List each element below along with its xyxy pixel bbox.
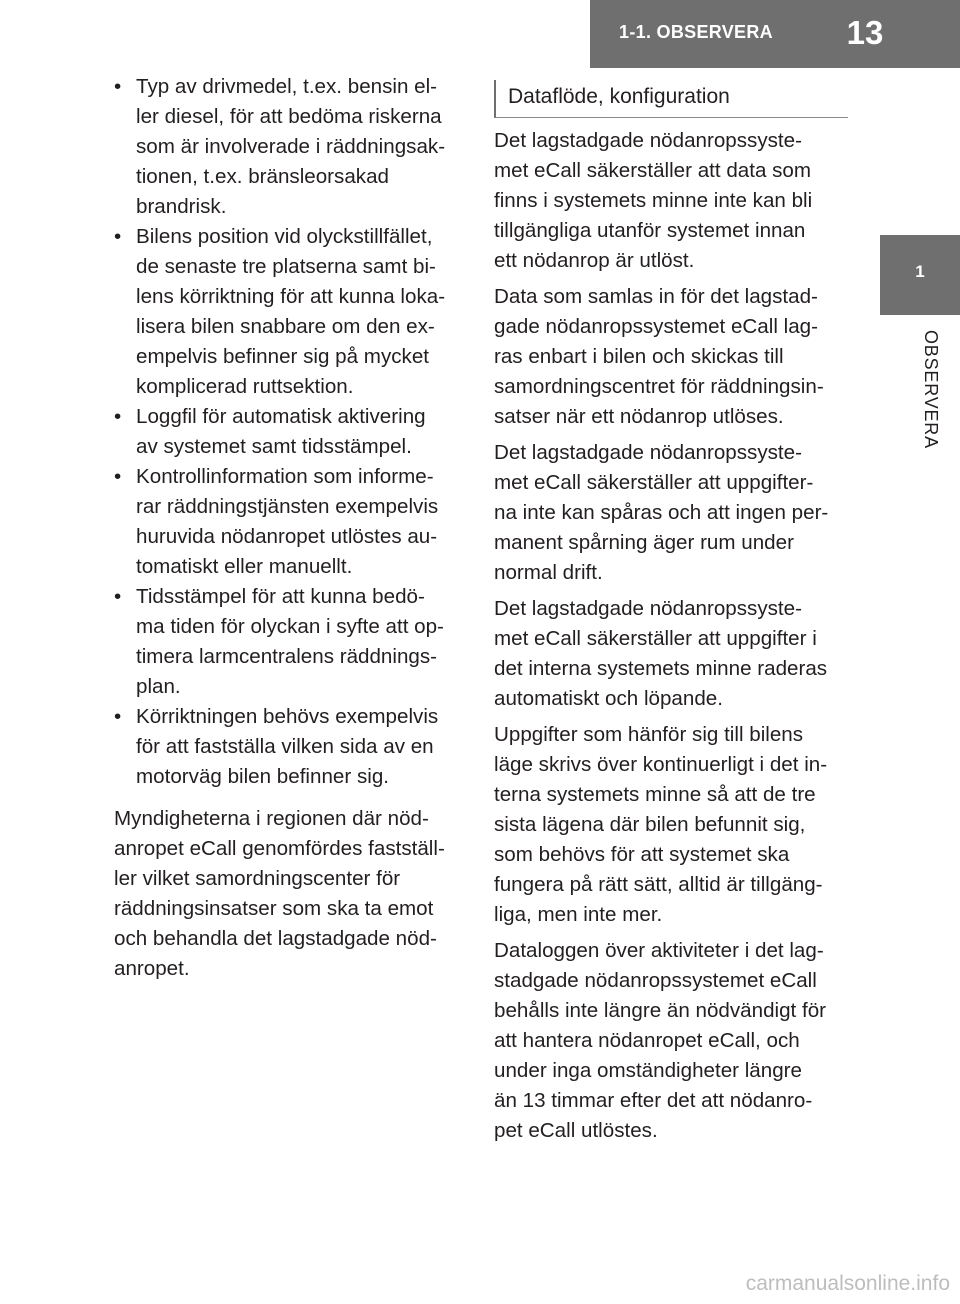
text-line: met eCall säkerställer att data som (494, 159, 812, 182)
text-line: samordningscentret för räddningsin- (494, 375, 824, 398)
left-paragraph (114, 804, 466, 984)
text-line: • Loggfil för automatisk aktivering (136, 405, 426, 428)
text-line: behålls inte längre än nödvändigt för (494, 999, 827, 1022)
text-line: Det lagstadgade nödanropssyste- (494, 441, 802, 464)
text-line: och behandla det lagstadgade nöd- (114, 927, 437, 950)
text-line: ras enbart i bilen och skickas till (494, 345, 784, 368)
body-paragraph (494, 936, 849, 1146)
text-line: av systemet samt tidsstämpel. (136, 435, 412, 458)
bullet-list (114, 72, 466, 792)
text-line: tionen, t.ex. bränsleorsakad (136, 165, 389, 188)
section-heading: Dataflöde, konfiguration (494, 80, 848, 118)
text-line: Data som samlas in för det lagstad- (494, 285, 818, 308)
text-line: Det lagstadgade nödanropssyste- (494, 597, 802, 620)
body-paragraph (494, 282, 849, 432)
bullet-item (114, 222, 466, 402)
text-line: plan. (136, 675, 181, 698)
body-paragraph (494, 594, 849, 714)
text-line: empelvis befinner sig på mycket (136, 345, 430, 368)
footer-watermark: carmanualsonline.info (745, 1272, 950, 1295)
text-line: gade nödanropssystemet eCall lag- (494, 315, 818, 338)
text-line: anropet eCall genomfördes fastställ- (114, 837, 445, 860)
text-line: automatiskt och löpande. (494, 687, 723, 710)
chapter-label: OBSERVERA (921, 330, 941, 449)
text-line: fungera på rätt sätt, alltid är tillgäng- (494, 873, 823, 896)
text-line: räddningsinsatser som ska ta emot (114, 897, 434, 920)
text-line: de senaste tre platserna samt bi- (136, 255, 436, 278)
section-title: 1-1. OBSERVERA (619, 22, 773, 42)
text-line: • Körriktningen behövs exempelvis (136, 705, 439, 728)
text-line: att hantera nödanropet eCall, och (494, 1029, 800, 1052)
text-line: • Typ av drivmedel, t.ex. bensin el- (136, 75, 438, 98)
text-line: normal drift. (494, 561, 603, 584)
bullet-item (114, 72, 466, 222)
text-line: • Tidsstämpel för att kunna bedö- (136, 585, 425, 608)
text-line: satser när ett nödanrop utlöses. (494, 405, 784, 428)
body-paragraph (494, 126, 849, 276)
text-line: anropet. (114, 957, 190, 980)
text-line: lisera bilen snabbare om den ex- (136, 315, 435, 338)
text-line: stadgade nödanropssystemet eCall (494, 969, 817, 992)
body-paragraph (494, 438, 849, 588)
text-line: • Kontrollinformation som informe- (136, 465, 434, 488)
page-number: 13 (846, 14, 884, 51)
text-line: met eCall säkerställer att uppgifter i (494, 627, 817, 650)
text-line: än 13 timmar efter det att nödanro- (494, 1089, 813, 1112)
text-line: ler vilket samordningscenter för (114, 867, 401, 890)
text-line: Uppgifter som hänför sig till bilens (494, 723, 804, 746)
text-line: det interna systemets minne raderas (494, 657, 828, 680)
text-line: timera larmcentralens räddnings- (136, 645, 438, 668)
text-line: terna systemets minne så att de tre (494, 783, 816, 806)
text-line: • Bilens position vid olyckstillfället, (136, 225, 433, 248)
text-line: Myndigheterna i regionen där nöd- (114, 807, 429, 830)
bullet-item (114, 402, 466, 462)
text-line: tomatiskt eller manuellt. (136, 555, 353, 578)
text-line: huruvida nödanropet utlöstes au- (136, 525, 438, 548)
text-line: för att fastställa vilken sida av en (136, 735, 434, 758)
text-line: komplicerad ruttsektion. (136, 375, 354, 398)
bullet-item (114, 582, 466, 702)
text-line: som behövs för att systemet ska (494, 843, 790, 866)
text-line: tillgängliga utanför systemet innan (494, 219, 806, 242)
text-line: finns i systemets minne inte kan bli (494, 189, 813, 212)
text-line: brandrisk. (136, 195, 227, 218)
body-paragraph (494, 720, 849, 930)
text-line: rar räddningstjänsten exempelvis (136, 495, 439, 518)
right-column (494, 80, 849, 1146)
text-line: met eCall säkerställer att uppgifter- (494, 471, 814, 494)
chapter-number: 1 (915, 262, 925, 281)
left-column (114, 72, 466, 984)
bullet-item (114, 702, 466, 792)
text-line: Det lagstadgade nödanropssyste- (494, 129, 802, 152)
text-line: ma tiden för olyckan i syfte att op- (136, 615, 444, 638)
text-line: under inga omständigheter längre (494, 1059, 802, 1082)
text-line: Dataloggen över aktiviteter i det lag- (494, 939, 824, 962)
bullet-item (114, 462, 466, 582)
text-line: liga, men inte mer. (494, 903, 663, 926)
text-line: pet eCall utlöstes. (494, 1119, 658, 1142)
text-line: sista lägena där bilen befunnit sig, (494, 813, 806, 836)
text-line: manent spårning äger rum under (494, 531, 794, 554)
text-line: lens körriktning för att kunna loka- (136, 285, 446, 308)
text-line: som är involverade i räddningsak- (136, 135, 446, 158)
text-line: na inte kan spåras och att ingen per- (494, 501, 829, 524)
right-paragraphs (494, 126, 849, 1146)
text-line: ett nödanrop är utlöst. (494, 249, 695, 272)
text-line: ler diesel, för att bedöma riskerna (136, 105, 442, 128)
text-line: läge skrivs över kontinuerligt i det in- (494, 753, 828, 776)
text-line: motorväg bilen befinner sig. (136, 765, 389, 788)
